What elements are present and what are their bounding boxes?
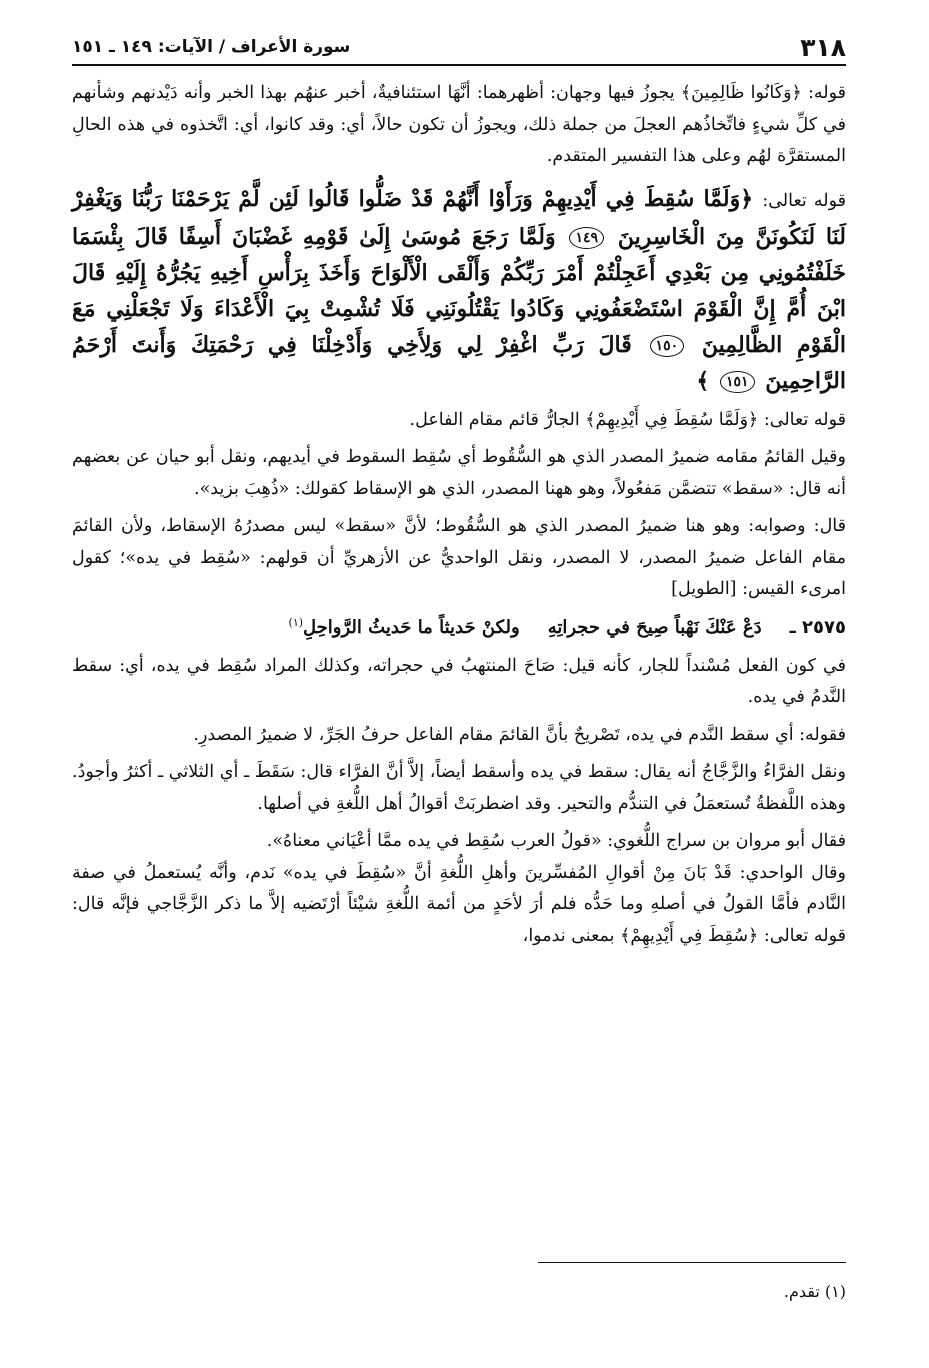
paragraph: قال: وصوابه: وهو هنا ضميرُ المصدر الذي هو السُّقُوط؛ لأنَّ «سقط» ليس مصدرُهُ الإسقاط، ولأن القائمَ مقام الفاعل ضميرُ المصدر، لا المصدر، ونقل الواحديُّ عن الأزهريِّ أن قولهم: «سُقِط في يده»؛ كقول امرىء القيس: [الطويل]: [72, 516, 846, 599]
book-page: [72, 30, 846, 1330]
quran-verse-block: [72, 181, 846, 399]
poetry-line: [72, 612, 846, 643]
body-text: [72, 78, 846, 952]
ayah-number-marker: ١٤٩: [569, 227, 604, 249]
footnote-divider: [538, 1262, 846, 1263]
verse-text: وَلَمَّا رَجَعَ مُوسَىٰ إِلَىٰ قَوْمِهِ غَضْبَانَ أَسِفًا قَالَ بِئْسَمَا خَلَفْتُمُونِي مِن بَعْدِي أَعَجِلْتُمْ أَمْرَ رَبِّكُمْ وَأَلْقَى الْأَلْوَاحَ وَأَخَذَ بِرَأْسِ أَخِيهِ يَجُرُّهُ إِلَيْهِ قَالَ ابْنَ أُمَّ إِنَّ الْقَوْمَ اسْتَضْعَفُونِي وَكَادُوا يَقْتُلُونَنِي فَلَا تُشْمِتْ بِيَ الْأَعْدَاءَ وَلَا تَجْعَلْنِي مَعَ الْقَوْمِ الظَّالِمِينَ: [72, 223, 846, 358]
verse-text: ﴿وَلَمَّا سُقِطَ فِي أَيْدِيهِمْ وَرَأَوْا أَنَّهُمْ قَدْ ضَلُّوا قَالُوا لَئِن لَّمْ يَرْحَمْنَا رَبُّنَا وَيَغْفِرْ لَنَا لَنَكُونَنَّ مِنَ الْخَاسِرِينَ: [72, 185, 846, 250]
ayah-number-marker: ١٥١: [720, 371, 755, 393]
running-title: سورة الأعراف / الآيات: ١٤٩ ـ ١٥١: [72, 37, 351, 57]
verse-intro: قوله تعالى:: [762, 190, 846, 211]
footnote: (١) تقدم.: [783, 1282, 846, 1301]
poem-number: ٢٥٧٥ ـ: [789, 616, 846, 638]
footnote-reference: (١): [288, 615, 304, 629]
poem-hemistich-first: دَعْ عَنْكَ نَهْباً صِيحَ في حجراتِهِ: [547, 616, 762, 638]
paragraph: وقال الواحدي: قَدْ بَانَ مِنْ أقوالِ المُفسِّرينَ وأهلِ اللُّغةِ أنَّ «سُقِطَ في يده» نَدم، وأنَّه يُستعملُ في صفة النَّادم فأمَّا القولُ في أصلهِ وما حَدُّه فلم أرَ لأحَدٍ من أئمة اللُّغةِ شيْئاً أرْتَضيه إلاَّ ما ذكر الزَّجَّاجي فإنَّه قال: قوله تعالى: ﴿سُقِطَ فِي أَيْدِيهِمْ﴾ بمعنى ندموا،: [72, 862, 846, 946]
paragraph: قوله: ﴿وَكَانُوا ظَالِمِينَ﴾ يجوزُ فيها وجهان: أظهرهما: أنَّهَا استئنافيةٌ، أخبر عنهُم بهذا الخبر وأنه دَيْدنهم وشأنهم في كلِّ شيءٍ فاتِّخاذُهم العجلَ من جملة ذلك، ويجوزُ أن تكون حالاً، أي: وقد كانوا، أي: اتَّخذوه في هذه الحالِ المستقرَّة لهُم وعلى هذا التفسير المتقدم.: [72, 83, 846, 166]
poem-hemistich-second-text: ولكنْ حَديثاً ما حَديثُ الرَّواحِلِ: [303, 616, 520, 638]
verse-text: قَالَ رَبِّ اغْفِرْ لِي وَلِأَخِي وَأَدْخِلْنَا فِي رَحْمَتِكَ وَأَنتَ أَرْحَمُ الرَّاحِمِينَ: [72, 331, 846, 394]
paragraph: وقيل القائمُ مقامه ضميرُ المصدر الذي هو السُّقُوط أي سُقِط السقوط في أيديهم، ونقل أبو حيان عن بعضهم أنه قال: «سقط» تتضمَّن مَفعُولاً، وهو ههنا المصدر، الذي هو الإسقاط كقولك: «ذُهِبَ بزيد».: [72, 447, 846, 499]
page-header: [72, 30, 846, 66]
poem-hemistich-second: [289, 612, 520, 643]
paragraph: ونقل الفرَّاءُ والزَّجَّاجُ أنه يقال: سقط في يده وأسقط أيضاً، إلاَّ أنَّ الفرَّاء قال: سَقَطَ ـ أي الثلاثي ـ أكثرُ وأجودُ. وهذه اللَّفظةُ تُستعمَلُ في التندُّم والتحير. وقد اضطربَتْ أقوالُ أهل اللُّغةِ في أصلها.: [72, 762, 846, 814]
page-number: ٣١٨: [800, 32, 846, 62]
paragraph: فقال أبو مروان بن سراج اللُّغوي: «قولُ العرب سُقِط في يده ممَّا أعْيَاني معناهُ».: [266, 831, 846, 851]
paragraph: قوله تعالى: ﴿وَلَمَّا سُقِطَ فِي أَيْدِيهِمْ﴾ الجارُّ قائم مقام الفاعل.: [409, 409, 846, 430]
verse-closing-bracket: ﴾: [696, 367, 710, 394]
paragraph: في كون الفعل مُسْنداً للجار، كأنه قيل: صَاحَ المنتهبُ في حجراته، وكذلك المراد سُقِط في يده، أي: سقط النَّدمُ في يده.: [72, 655, 846, 707]
ayah-number-marker: ١٥٠: [650, 335, 685, 357]
paragraph: فقوله: أي سقط النَّدم في يده، تَصْريحٌ بأنَّ القائمَ مقام الفاعل حرفُ الجَرِّ، لا ضميرُ المصدرِ.: [193, 724, 846, 745]
